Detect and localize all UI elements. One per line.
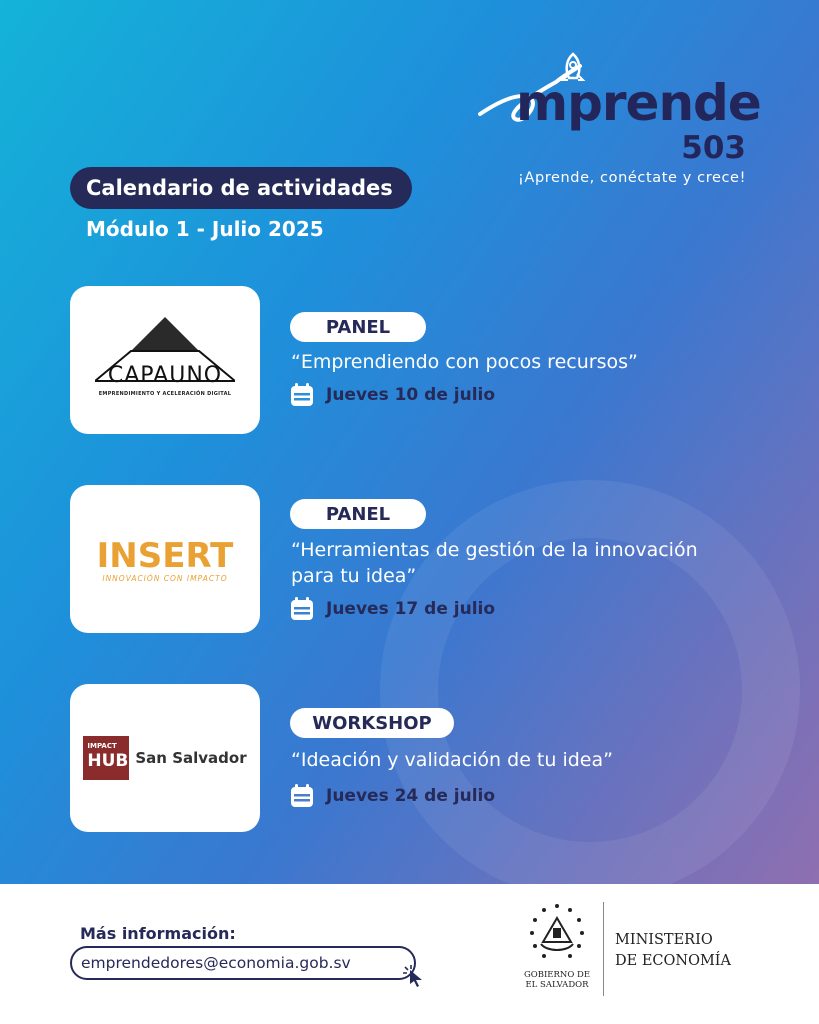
impacthub-name: San Salvador xyxy=(135,749,247,767)
government-line1: GOBIERNO DE xyxy=(523,970,591,980)
more-info-label: Más información: xyxy=(80,924,236,943)
capauno-logo xyxy=(95,315,235,405)
event-date xyxy=(290,784,495,808)
partner-card-capauno xyxy=(70,286,260,434)
impacthub-logo xyxy=(83,736,246,780)
calendar-icon xyxy=(290,597,314,621)
footer-divider xyxy=(603,902,604,996)
event-title: “Emprendiendo con pocos recursos” xyxy=(291,351,638,373)
ministry-name xyxy=(615,930,731,972)
insert-subtitle: INNOVACIÓN CON IMPACTO xyxy=(102,573,228,583)
event-date-text: Jueves 17 de julio xyxy=(326,599,496,619)
module-subtitle: Módulo 1 - Julio 2025 xyxy=(86,217,324,241)
calendar-icon xyxy=(290,784,314,808)
emprende-logo xyxy=(478,52,761,192)
calendar-icon xyxy=(290,383,314,407)
event-title: “Ideación y validación de tu idea” xyxy=(291,749,613,771)
event-type-tag: WORKSHOP xyxy=(290,708,454,738)
event-title-line2: para tu idea” xyxy=(291,565,417,587)
event-date xyxy=(290,383,495,407)
logo-word: mprende xyxy=(516,74,761,132)
email-link[interactable]: emprendedores@economia.gob.sv xyxy=(70,946,416,980)
event-title xyxy=(291,537,771,589)
event-type-tag: PANEL xyxy=(290,499,426,529)
ministry-line1: MINISTERIO xyxy=(615,932,713,948)
event-title-line1: “Herramientas de gestión de la innovación xyxy=(291,539,698,561)
insert-name: INSERT xyxy=(96,535,234,576)
impacthub-box-main: HUB xyxy=(87,751,129,771)
capauno-name: CAPAUNO xyxy=(107,363,223,388)
logo-number: 503 xyxy=(681,130,746,166)
event-date-text: Jueves 24 de julio xyxy=(326,786,496,806)
logo-tagline: ¡Aprende, conéctate y crece! xyxy=(518,170,746,186)
partner-card-insert xyxy=(70,485,260,633)
cursor-click-icon xyxy=(402,964,426,988)
impacthub-box-top: IMPACT xyxy=(87,742,117,750)
government-line2: EL SALVADOR xyxy=(525,980,589,990)
impacthub-box xyxy=(83,736,129,780)
event-type-tag: PANEL xyxy=(290,312,426,342)
footer xyxy=(0,884,819,1024)
calendar-label: Calendario de actividades xyxy=(70,167,412,209)
capauno-subtitle: EMPRENDIMIENTO Y ACELERACIÓN DIGITAL xyxy=(98,391,232,397)
ministry-line2: DE ECONOMÍA xyxy=(615,953,732,969)
event-date-text: Jueves 10 de julio xyxy=(326,385,496,405)
coat-of-arms-icon xyxy=(527,902,587,962)
event-date xyxy=(290,597,495,621)
insert-logo xyxy=(97,536,234,583)
government-name xyxy=(512,970,602,990)
government-seal xyxy=(512,902,602,1012)
partner-card-impacthub xyxy=(70,684,260,832)
